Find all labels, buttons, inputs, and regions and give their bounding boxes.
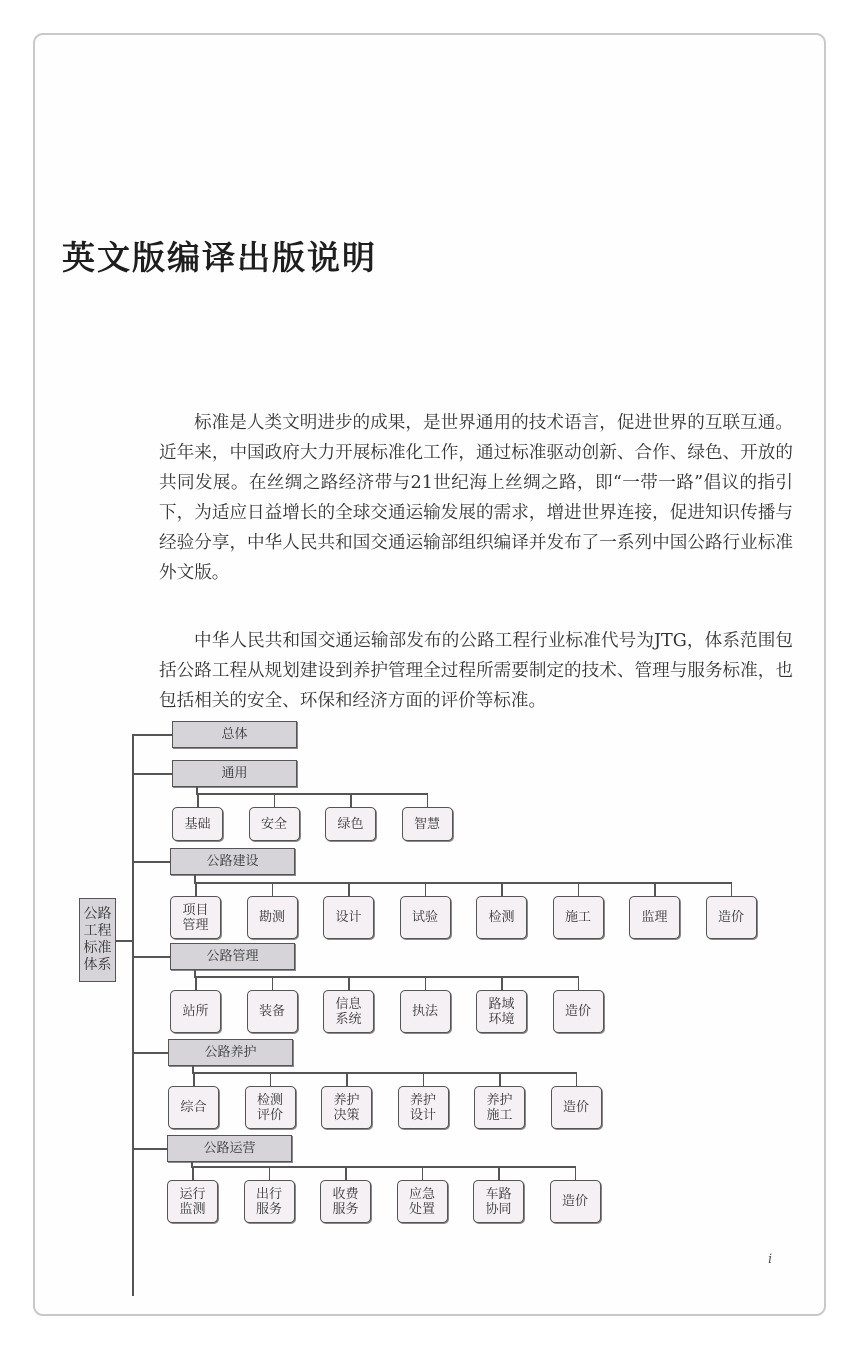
connector-line: [270, 1072, 272, 1086]
connector-line: [501, 976, 503, 990]
subcategory-box: 基础: [172, 807, 223, 841]
connector-line: [132, 773, 172, 775]
connector-line: [578, 882, 580, 896]
connector-line: [731, 882, 733, 896]
connector-line: [132, 861, 170, 863]
connector-line: [427, 793, 429, 807]
connector-line: [132, 734, 172, 736]
connector-line: [423, 1072, 425, 1086]
subcategory-box: 养护 施工: [474, 1086, 525, 1129]
paragraph-intro: 标准是人类文明进步的成果，是世界通用的技术语言，促进世界的互联互通。近年来，中国政府大力开展标准化工作，通过标准驱动创新、合作、绿色、开放的共同发展。在丝绸之路经济带与21世纪海上丝绸之路，即“一带一路”倡议的指引下，为适应日益增长的全球交通运输发展的需求，增进世界连接，促进知识传播与经验分享，中华人民共和国交通运输部组织编译并发布了一系列中国公路行业标准外文版。: [159, 413, 793, 583]
subcategory-box: 路域 环境: [476, 990, 527, 1033]
subcategory-box: 出行 服务: [244, 1180, 295, 1223]
subcategory-box: 设计: [323, 896, 374, 939]
page-title: 英文版编译出版说明: [62, 238, 377, 277]
connector-line: [192, 1166, 194, 1180]
connector-line: [345, 1166, 347, 1180]
connector-line: [193, 1072, 195, 1086]
subcategory-box: 造价: [550, 1180, 601, 1223]
connector-line: [195, 882, 197, 896]
subcategory-box: 站所: [170, 990, 221, 1033]
category-box: 通用: [172, 760, 297, 787]
connector-line: [274, 793, 276, 807]
subcategory-box: 收费 服务: [320, 1180, 371, 1223]
subcategory-box: 试验: [400, 896, 451, 939]
subcategory-box: 造价: [706, 896, 757, 939]
page-number: i: [768, 1252, 773, 1267]
connector-line: [575, 1166, 577, 1180]
root-box: 公路 工程 标准 体系: [79, 898, 116, 982]
paragraph-jtg: 中华人民共和国交通运输部发布的公路工程行业标准代号为JTG，体系范围包括公路工程从规划建设到养护管理全过程所需要制定的技术、管理与服务标准，也包括相关的安全、环保和经济方面的评价等标准。: [159, 631, 793, 711]
connector-line: [272, 976, 274, 990]
subcategory-box: 信息 系统: [323, 990, 374, 1033]
connector-line: [501, 882, 503, 896]
category-box: 公路管理: [170, 943, 295, 970]
subcategory-box: 装备: [247, 990, 298, 1033]
category-box: 总体: [172, 721, 297, 748]
category-box: 公路建设: [170, 848, 295, 875]
connector-line: [425, 882, 427, 896]
subcategory-box: 运行 监测: [167, 1180, 218, 1223]
connector-line: [194, 976, 578, 978]
connector-line: [132, 1148, 167, 1150]
subcategory-box: 安全: [249, 807, 300, 841]
category-box: 公路养护: [168, 1039, 293, 1066]
connector-line: [194, 882, 731, 884]
subcategory-box: 应急 处置: [397, 1180, 448, 1223]
subcategory-box: 检测: [476, 896, 527, 939]
connector-line: [194, 875, 196, 882]
category-box: 公路运营: [167, 1135, 292, 1162]
subcategory-box: 执法: [400, 990, 451, 1033]
connector-line: [576, 1072, 578, 1086]
connector-line: [654, 882, 656, 896]
subcategory-box: 监理: [629, 896, 680, 939]
connector-line: [425, 976, 427, 990]
subcategory-box: 养护 设计: [398, 1086, 449, 1129]
connector-line: [348, 882, 350, 896]
subcategory-box: 智慧: [402, 807, 453, 841]
connector-line: [348, 976, 350, 990]
subcategory-box: 施工: [553, 896, 604, 939]
subcategory-box: 项目 管理: [170, 896, 221, 939]
connector-line: [498, 1166, 500, 1180]
connector-line: [422, 1166, 424, 1180]
subcategory-box: 勘测: [247, 896, 298, 939]
subcategory-box: 车路 协同: [473, 1180, 524, 1223]
connector-line: [195, 976, 197, 990]
connector-line: [269, 1166, 271, 1180]
connector-line: [132, 734, 134, 1296]
connector-line: [499, 1072, 501, 1086]
connector-line: [346, 1072, 348, 1086]
subcategory-box: 检测 评价: [245, 1086, 296, 1129]
connector-line: [578, 976, 580, 990]
subcategory-box: 造价: [551, 1086, 602, 1129]
subcategory-box: 综合: [168, 1086, 219, 1129]
connector-line: [350, 793, 352, 807]
connector-line: [132, 956, 170, 958]
subcategory-box: 养护 决策: [321, 1086, 372, 1129]
connector-line: [192, 1072, 576, 1074]
connector-line: [116, 940, 132, 942]
connector-line: [132, 1052, 168, 1054]
connector-line: [196, 793, 427, 795]
connector-line: [272, 882, 274, 896]
subcategory-box: 绿色: [325, 807, 376, 841]
subcategory-box: 造价: [553, 990, 604, 1033]
connector-line: [191, 1166, 575, 1168]
connector-line: [197, 793, 199, 807]
